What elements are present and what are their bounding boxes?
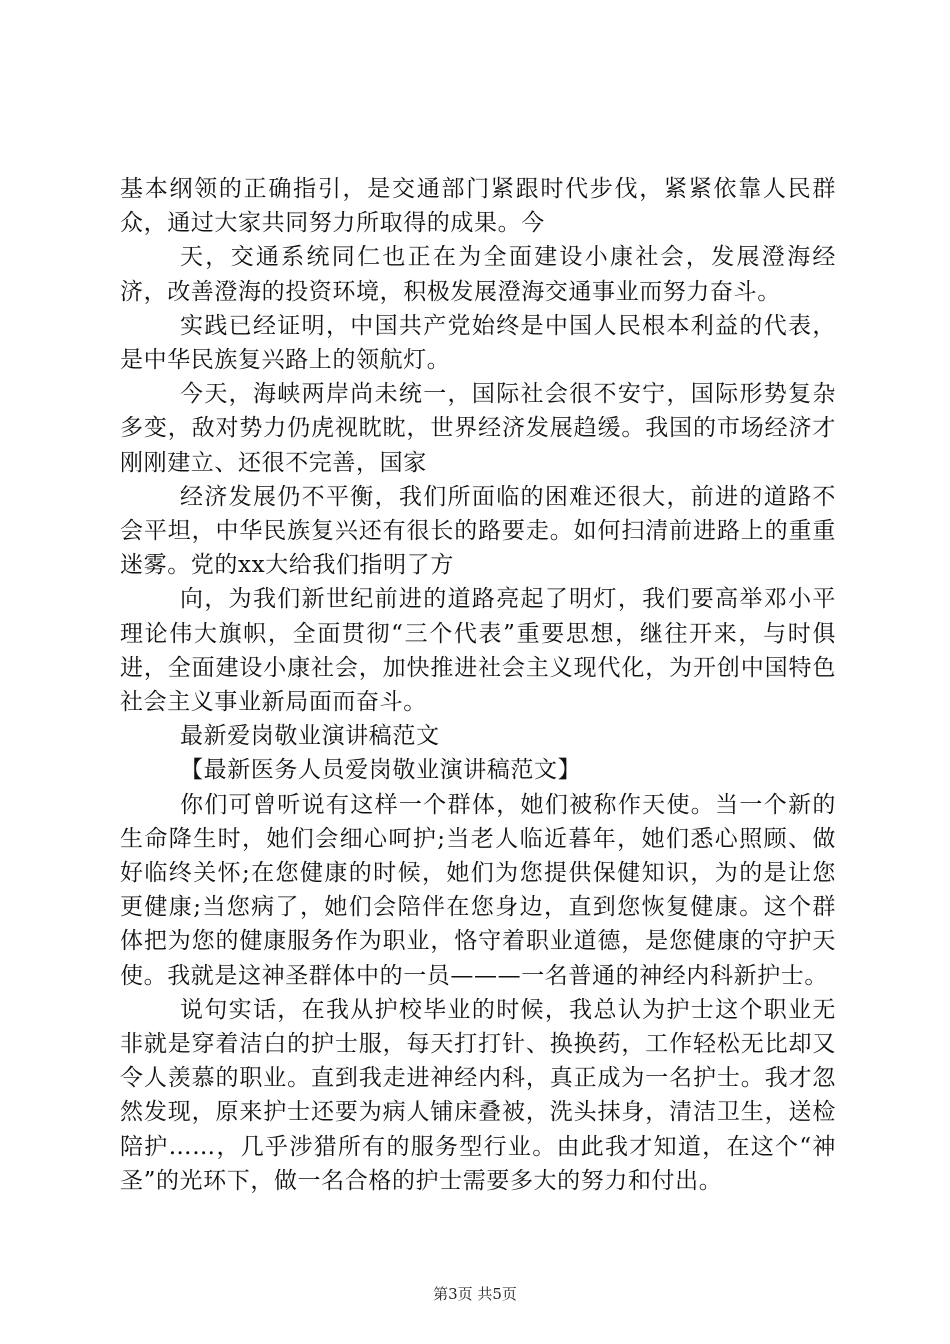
document-body — [120, 172, 836, 1198]
paragraph: 说句实话，在我从护校毕业的时候，我总认为护士这个职业无非就是穿着洁白的护士服，每天打打针、换换药，工作轻松无比却又令人羡慕的职业。直到我走进神经内科，真正成为一名护士。我才忽然发现，原来护士还要为病人铺床叠被，洗头抹身，清洁卫生，送检陪护……，几乎涉猎所有的服务型行业。由此我才知道，在这个“神圣”的光环下，做一名合格的护士需要多大的努力和付出。 — [120, 996, 836, 1194]
paragraph: 天，交通系统同仁也正在为全面建设小康社会，发展澄海经济，改善澄海的投资环境，积极发展澄海交通事业而努力奋斗。 — [120, 244, 836, 305]
paragraph: 你们可曾听说有这样一个群体，她们被称作天使。当一个新的生命降生时，她们会细心呵护;当老人临近暮年，她们悉心照顾、做好临终关怀;在您健康的时候，她们为您提供保健知识，为的是让您更健康;当您病了，她们会陪伴在您身边，直到您恢复健康。这个群体把为您的健康服务作为职业，恪守着职业道德，是您健康的守护天使。我就是这神圣群体中的一员———一名普通的神经内科新护士。 — [120, 791, 836, 989]
page-number-footer: 第3页 共5页 — [433, 1285, 517, 1303]
section-heading: 最新爱岗敬业演讲稿范文 — [180, 723, 440, 750]
paragraph: 今天，海峡两岸尚未统一，国际社会很不安宁，国际形势复杂多变，敌对势力仍虎视眈眈，世界经济发展趋缓。我国的市场经济才刚刚建立、还很不完善，国家 — [120, 381, 836, 476]
paragraph: 经济发展仍不平衡，我们所面临的困难还很大，前进的道路不会平坦，中华民族复兴还有很长的路要走。如何扫清前进路上的重重迷雾。党的xx大给我们指明了方 — [120, 483, 836, 579]
paragraph: 基本纲领的正确指引，是交通部门紧跟时代步伐，紧紧依靠人民群众，通过大家共同努力所取得的成果。今 — [120, 176, 836, 237]
paragraph: 向，为我们新世纪前进的道路亮起了明灯，我们要高举邓小平理论伟大旗帜，全面贯彻“三个代表”重要思想，继往开来，与时俱进，全面建设小康社会，加快推进社会主义现代化，为开创中国特色社会主义事业新局面而奋斗。 — [120, 586, 836, 716]
article-title: 【最新医务人员爱岗敬业演讲稿范文】 — [180, 757, 582, 784]
paragraph: 实践已经证明，中国共产党始终是中国人民根本利益的代表，是中华民族复兴路上的领航灯。 — [120, 312, 836, 374]
